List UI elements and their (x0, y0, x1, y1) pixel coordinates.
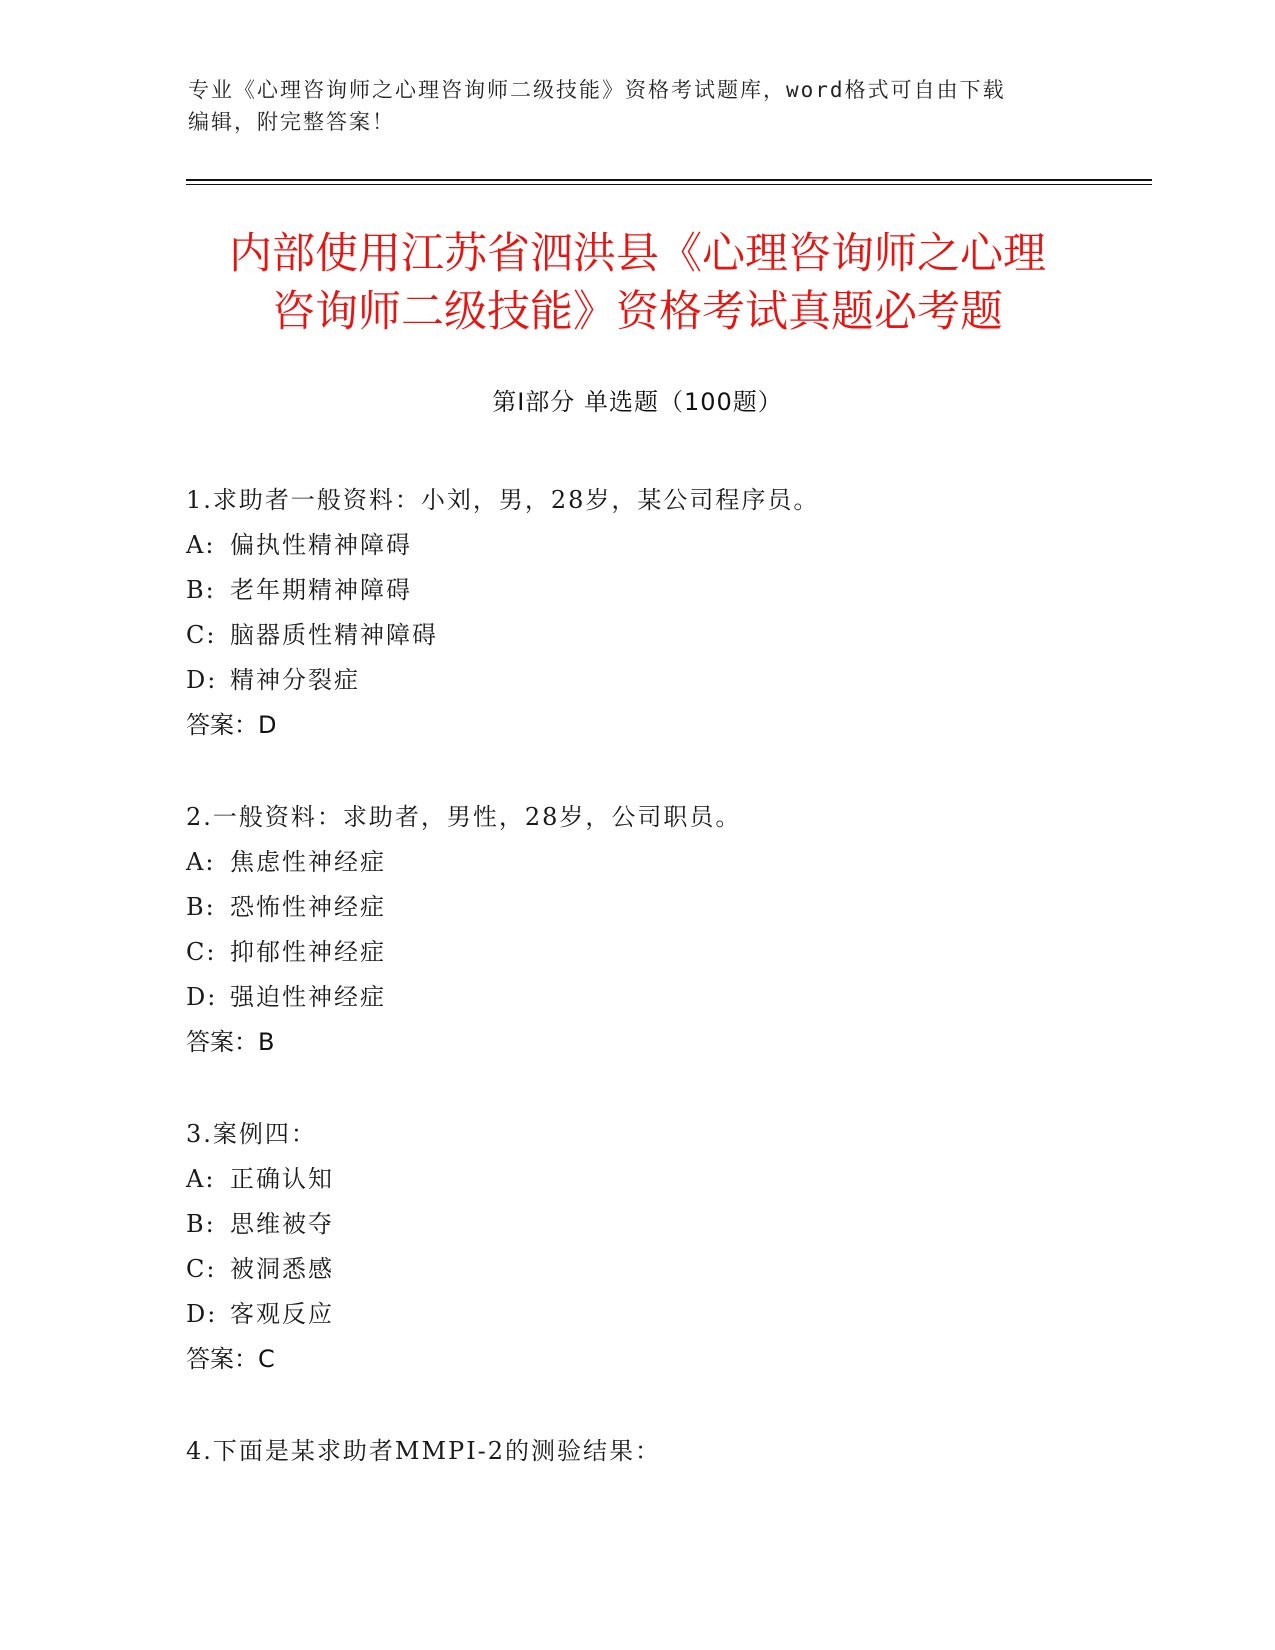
question-option (186, 1292, 1146, 1337)
option-text: 精神分裂症 (230, 666, 360, 694)
question-stem: 2.一般资料：求助者，男性，28岁，公司职员。 (186, 803, 742, 831)
option-letter: D: (186, 1300, 218, 1328)
option-letter: B: (186, 893, 216, 921)
question-option (186, 1202, 1146, 1247)
option-text: 焦虑性神经症 (230, 848, 386, 876)
document-title (150, 225, 1125, 341)
question-option (186, 930, 1146, 975)
option-text: 恐怖性神经症 (230, 893, 386, 921)
question-answer: 答案：B (186, 1028, 275, 1056)
question-answer: 答案：C (186, 1345, 275, 1373)
question-option (186, 658, 1146, 703)
option-text: 抑郁性神经症 (230, 938, 386, 966)
header-divider-thick (186, 179, 1152, 181)
header-note-line-1: 专业《心理咨询师之心理咨询师二级技能》资格考试题库，word格式可自由下载 (188, 78, 1006, 102)
option-text: 客观反应 (230, 1300, 334, 1328)
question-item (186, 1429, 1146, 1474)
option-text: 被洞悉感 (230, 1255, 334, 1283)
question-option (186, 523, 1146, 568)
option-text: 老年期精神障碍 (230, 576, 412, 604)
question-list (186, 478, 1146, 1521)
question-stem: 3.案例四： (186, 1120, 317, 1148)
option-letter: D: (186, 666, 218, 694)
question-item (186, 795, 1146, 1065)
option-letter: B: (186, 576, 216, 604)
question-option (186, 613, 1146, 658)
option-letter: B: (186, 1210, 216, 1238)
question-option (186, 1157, 1146, 1202)
option-letter: C: (186, 621, 217, 649)
option-letter: C: (186, 938, 217, 966)
question-option (186, 975, 1146, 1020)
option-letter: D: (186, 983, 218, 1011)
option-letter: C: (186, 1255, 217, 1283)
header-note-line-2: 编辑，附完整答案！ (188, 110, 395, 134)
option-letter: A: (186, 848, 216, 876)
option-text: 正确认知 (230, 1165, 334, 1193)
option-text: 偏执性精神障碍 (230, 531, 412, 559)
question-option (186, 568, 1146, 613)
document-title-line-2: 咨询师二级技能》资格考试真题必考题 (272, 287, 1003, 337)
question-option (186, 1247, 1146, 1292)
question-stem: 1.求助者一般资料：小刘，男，28岁，某公司程序员。 (186, 486, 820, 514)
question-stem: 4.下面是某求助者MMPI-2的测验结果： (186, 1437, 662, 1465)
option-text: 思维被夺 (230, 1210, 334, 1238)
question-item (186, 1112, 1146, 1382)
section-heading: 第Ⅰ部分 单选题（100题） (492, 388, 783, 416)
question-item (186, 478, 1146, 748)
option-letter: A: (186, 1165, 216, 1193)
document-title-line-1: 内部使用江苏省泗洪县《心理咨询师之心理 (229, 229, 1046, 279)
header-divider-thin (186, 184, 1152, 185)
question-answer: 答案：D (186, 711, 277, 739)
option-text: 脑器质性精神障碍 (230, 621, 438, 649)
option-letter: A: (186, 531, 216, 559)
option-text: 强迫性神经症 (230, 983, 386, 1011)
header-note (188, 74, 1088, 138)
question-option (186, 840, 1146, 885)
question-option (186, 885, 1146, 930)
